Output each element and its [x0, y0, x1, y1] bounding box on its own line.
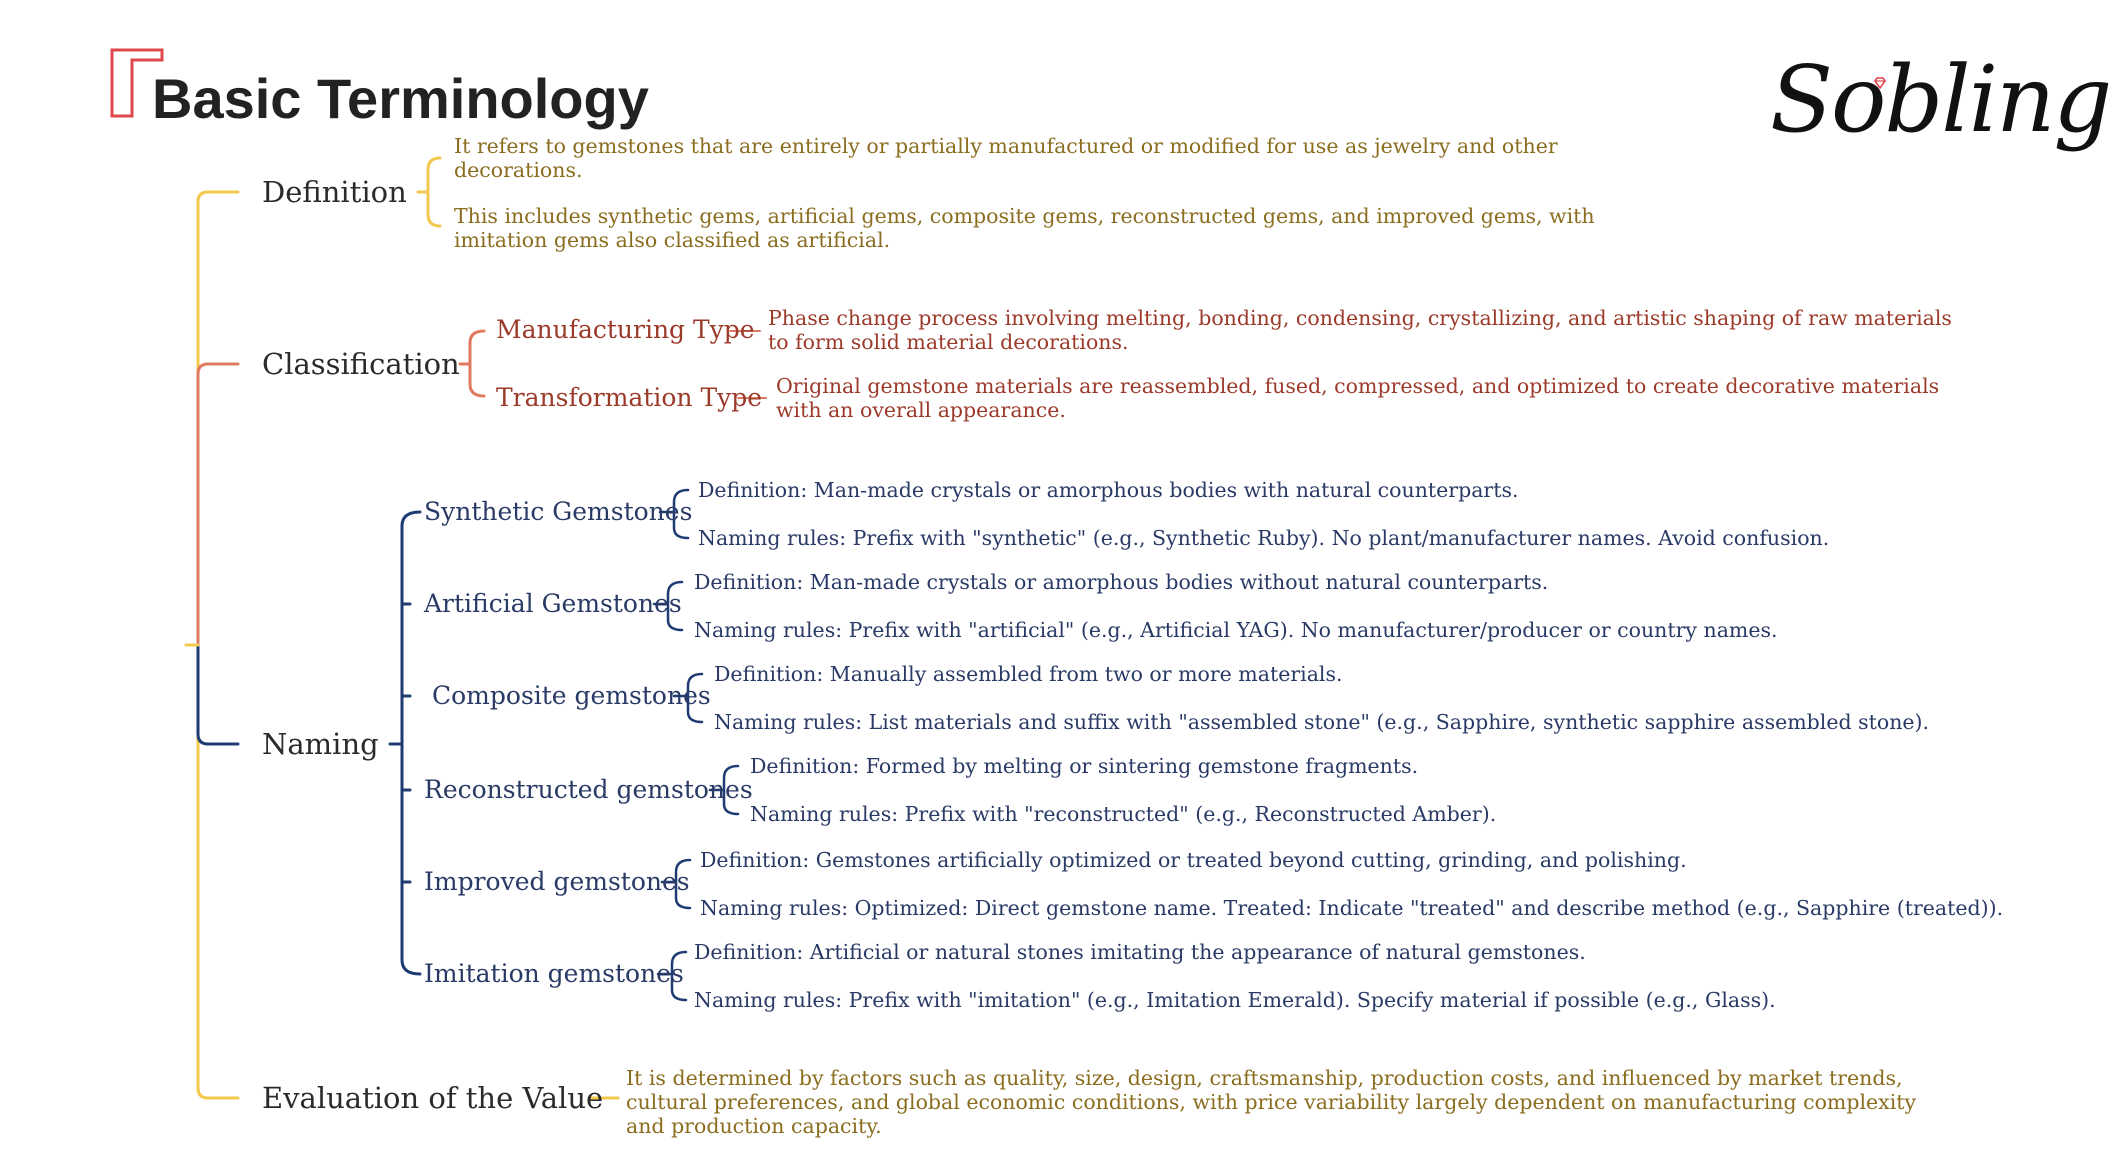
reconstructed-definition: Definition: Formed by melting or sintering gemstone fragments.	[750, 754, 1419, 778]
transformation-type-text: Original gemstone materials are reassembled, fused, compressed, and optimized to create decorative materials with an overall appearance.	[776, 374, 1940, 422]
composite-rules: Naming rules: List materials and suffix with "assembled stone" (e.g., Sapphire, synthetic sapphire assembled stone).	[714, 710, 1930, 734]
reconstructed-gemstones-label: Reconstructed gemstones	[424, 775, 753, 804]
brand-logo-text: Sobling	[1770, 46, 2110, 153]
synthetic-gemstones-label: Synthetic Gemstones	[424, 497, 693, 526]
artificial-definition: Definition: Man-made crystals or amorphous bodies without natural counterparts.	[694, 570, 1549, 594]
composite-gemstones-label: Composite gemstones	[432, 681, 711, 710]
naming-label: Naming	[262, 727, 379, 761]
imitation-rules: Naming rules: Prefix with "imitation" (e.g., Imitation Emerald). Specify material if possible (e.g., Glass).	[694, 988, 1776, 1012]
definition-label: Definition	[262, 175, 407, 209]
imitation-gemstones-label: Imitation gemstones	[424, 959, 684, 988]
artificial-gemstones-label: Artificial Gemstones	[424, 589, 682, 618]
evaluation-label: Evaluation of the Value	[262, 1081, 604, 1115]
synthetic-definition: Definition: Man-made crystals or amorphous bodies with natural counterparts.	[698, 478, 1519, 502]
composite-definition: Definition: Manually assembled from two or more materials.	[714, 662, 1343, 686]
definition-item-2: This includes synthetic gems, artificial gems, composite gems, reconstructed gems, and improved gems, with imitation gems also classified as artificial.	[454, 204, 1595, 252]
classification-label: Classification	[262, 347, 460, 381]
artificial-rules: Naming rules: Prefix with "artificial" (e.g., Artificial YAG). No manufacturer/producer or country names.	[694, 618, 1778, 642]
imitation-definition: Definition: Artificial or natural stones imitating the appearance of natural gemstones.	[694, 940, 1586, 964]
synthetic-rules: Naming rules: Prefix with "synthetic" (e.g., Synthetic Ruby). No plant/manufacturer names. Avoid confusion.	[698, 526, 1830, 550]
manufacturing-type-label: Manufacturing Type	[496, 315, 755, 344]
definition-item-1: It refers to gemstones that are entirely or partially manufactured or modified for use as jewelry and other decorations.	[454, 134, 1558, 182]
improved-definition: Definition: Gemstones artificially optimized or treated beyond cutting, grinding, and polishing.	[700, 848, 1687, 872]
manufacturing-type-text: Phase change process involving melting, bonding, condensing, crystallizing, and artistic shaping of raw materials to form solid material decorations.	[768, 306, 1952, 354]
improved-gemstones-label: Improved gemstones	[424, 867, 690, 896]
evaluation-text: It is determined by factors such as quality, size, design, craftsmanship, production costs, and influenced by market trends, cultural preferences, and global economic conditions, with price variability largely dependent on manufacturing complexity and production capacity.	[626, 1066, 1917, 1138]
transformation-type-label: Transformation Type	[496, 383, 763, 412]
reconstructed-rules: Naming rules: Prefix with "reconstructed" (e.g., Reconstructed Amber).	[750, 802, 1497, 826]
page-title: Basic Terminology	[152, 67, 649, 130]
improved-rules: Naming rules: Optimized: Direct gemstone name. Treated: Indicate "treated" and describe method (e.g., Sapphire (treated)).	[700, 896, 2004, 920]
